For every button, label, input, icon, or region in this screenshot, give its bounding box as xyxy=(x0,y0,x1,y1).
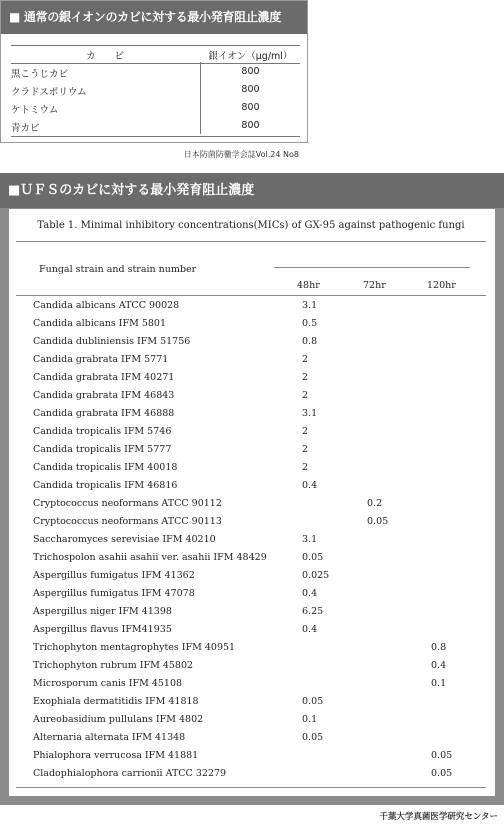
table-row xyxy=(11,100,300,118)
mic-48hr: 0.05 xyxy=(302,552,324,563)
strain-name: Candida albicans IFM 5801 xyxy=(33,318,167,329)
mic-48hr: 0.025 xyxy=(302,570,330,581)
table-row xyxy=(0,534,504,552)
mic-72hr: 0.05 xyxy=(367,516,389,527)
mic-48hr: 0.8 xyxy=(302,336,318,347)
strain-name: Candida tropicalis IFM 5746 xyxy=(33,426,172,437)
table-row xyxy=(0,300,504,318)
strain-name: Candida tropicalis IFM 46816 xyxy=(33,480,178,491)
mic-48hr: 6.25 xyxy=(302,606,324,617)
strain-name: Cladophialophora carrionii ATCC 32279 xyxy=(33,768,227,779)
strain-name: Candida grabrata IFM 40271 xyxy=(33,372,175,383)
table-row xyxy=(0,318,504,336)
table-row xyxy=(0,426,504,444)
ufs-section-title: ■ＵＦＳのカビに対する最小発育阻止濃度 xyxy=(0,173,504,208)
table-row xyxy=(0,642,504,660)
caption-rule xyxy=(16,241,486,242)
table-row xyxy=(0,372,504,390)
silver-ion-section xyxy=(0,0,308,143)
mic-48hr: 0.1 xyxy=(302,714,318,725)
mic-120hr: 0.4 xyxy=(431,660,447,671)
mic-48hr: 2 xyxy=(302,390,309,401)
strain-name: Candida albicans ATCC 90028 xyxy=(33,300,180,311)
table-row xyxy=(0,354,504,372)
header-bottom-rule xyxy=(16,295,486,296)
silver-ion-title: ■ 通常の銀イオンのカビに対する最小発育阻止濃度 xyxy=(1,1,307,34)
table-row xyxy=(0,390,504,408)
strain-name: Trichophyton rubrum IFM 45802 xyxy=(33,660,194,671)
strain-name: Candida grabrata IFM 46843 xyxy=(33,390,175,401)
mic-48hr: 2 xyxy=(302,354,309,365)
strain-name: Aspergillus niger IFM 41398 xyxy=(33,606,172,617)
table-row xyxy=(0,606,504,624)
time-columns-rule xyxy=(274,267,470,268)
mic-120hr: 0.05 xyxy=(431,768,453,779)
strain-name: Saccharomyces serevisiae IFM 40210 xyxy=(33,534,216,545)
col-header-mold: カ ビ xyxy=(85,51,124,62)
table-header-row xyxy=(11,45,300,64)
table-row xyxy=(11,118,300,137)
mic-120hr: 0.05 xyxy=(431,750,453,761)
silver-ion-value: 800 xyxy=(241,84,260,95)
strain-name: Candida tropicalis IFM 5777 xyxy=(33,444,172,455)
mic-48hr: 0.5 xyxy=(302,318,318,329)
strain-header: Fungal strain and strain number xyxy=(39,264,197,275)
table-row xyxy=(0,336,504,354)
col-header-72hr: 72hr xyxy=(363,280,386,291)
table-row xyxy=(0,750,504,768)
table-row xyxy=(0,696,504,714)
strain-name: Trichospolon asahii asahii ver. asahii IFM 48429 xyxy=(33,552,267,563)
table-row xyxy=(0,678,504,696)
table-row xyxy=(0,588,504,606)
table-row xyxy=(0,462,504,480)
table-row xyxy=(11,64,300,82)
silver-ion-value: 800 xyxy=(241,66,260,77)
strain-name: Trichophyton mentagrophytes IFM 40951 xyxy=(33,642,236,653)
mic-120hr: 0.8 xyxy=(431,642,447,653)
silver-ion-table xyxy=(11,45,300,137)
strain-name: Candida dubliniensis IFM 51756 xyxy=(33,336,191,347)
mold-name: クラドスポリウム xyxy=(11,87,87,98)
mic-48hr: 2 xyxy=(302,372,309,383)
mold-name: 青カビ xyxy=(11,123,40,134)
mic-120hr: 0.1 xyxy=(431,678,447,689)
table-row xyxy=(0,552,504,570)
strain-name: Candida grabrata IFM 5771 xyxy=(33,354,169,365)
mic-72hr: 0.2 xyxy=(367,498,383,509)
mic-48hr: 0.4 xyxy=(302,624,318,635)
mic-48hr: 0.4 xyxy=(302,588,318,599)
table-row xyxy=(0,732,504,750)
strain-name: Candida tropicalis IFM 40018 xyxy=(33,462,178,473)
mic-48hr: 2 xyxy=(302,444,309,455)
table-row xyxy=(0,444,504,462)
table-row xyxy=(11,82,300,100)
col-header-silver-ion: 銀イオン（μg/ml） xyxy=(208,51,293,62)
strain-name: Aureobasidium pullulans IFM 4802 xyxy=(33,714,204,725)
strain-name: Microsporum canis IFM 45108 xyxy=(33,678,183,689)
table-row xyxy=(0,768,504,786)
strain-name: Alternaria alternata IFM 41348 xyxy=(33,732,186,743)
mic-48hr: 3.1 xyxy=(302,408,318,419)
mic-48hr: 0.05 xyxy=(302,696,324,707)
table-caption: Table 1. Minimal inhibitory concentrations(MICs) of GX-95 against pathogenic fungi xyxy=(37,220,465,231)
strain-name: Cryptococcus neoformans ATCC 90112 xyxy=(33,498,222,509)
column-divider xyxy=(200,62,201,134)
strain-name: Candida grabrata IFM 46888 xyxy=(33,408,175,419)
col-header-120hr: 120hr xyxy=(427,280,456,291)
table-row xyxy=(0,408,504,426)
table-row xyxy=(0,660,504,678)
mic-48hr: 2 xyxy=(302,462,309,473)
silver-ion-value: 800 xyxy=(241,120,260,131)
mic-48hr: 3.1 xyxy=(302,300,318,311)
strain-name: Aspergillus fumigatus IFM 47078 xyxy=(33,588,195,599)
strain-name: Aspergillus fumigatus IFM 41362 xyxy=(33,570,195,581)
research-center-source: 千葉大学真菌医学研究センター xyxy=(379,812,498,822)
journal-source: 日本防菌防黴学会誌Vol.24 No8 xyxy=(183,150,299,159)
mold-name: ケトミウム xyxy=(11,105,59,116)
table-row xyxy=(0,714,504,732)
table-bottom-rule xyxy=(16,787,486,788)
col-header-48hr: 48hr xyxy=(297,280,320,291)
mold-name: 黒こうじカビ xyxy=(11,69,69,80)
silver-ion-value: 800 xyxy=(241,102,260,113)
table-row xyxy=(0,570,504,588)
table-row xyxy=(0,516,504,534)
strain-name: Exophiala dermatitidis IFM 41818 xyxy=(33,696,199,707)
strain-name: Aspergillus flavus IFM41935 xyxy=(33,624,172,635)
mic-48hr: 3.1 xyxy=(302,534,318,545)
mic-48hr: 0.05 xyxy=(302,732,324,743)
strain-name: Phialophora verrucosa IFM 41881 xyxy=(33,750,199,761)
strain-name: Cryptococcus neoformans ATCC 90113 xyxy=(33,516,222,527)
table-row xyxy=(0,498,504,516)
mic-48hr: 0.4 xyxy=(302,480,318,491)
table-row xyxy=(0,480,504,498)
mic-48hr: 2 xyxy=(302,426,309,437)
table-row xyxy=(0,624,504,642)
